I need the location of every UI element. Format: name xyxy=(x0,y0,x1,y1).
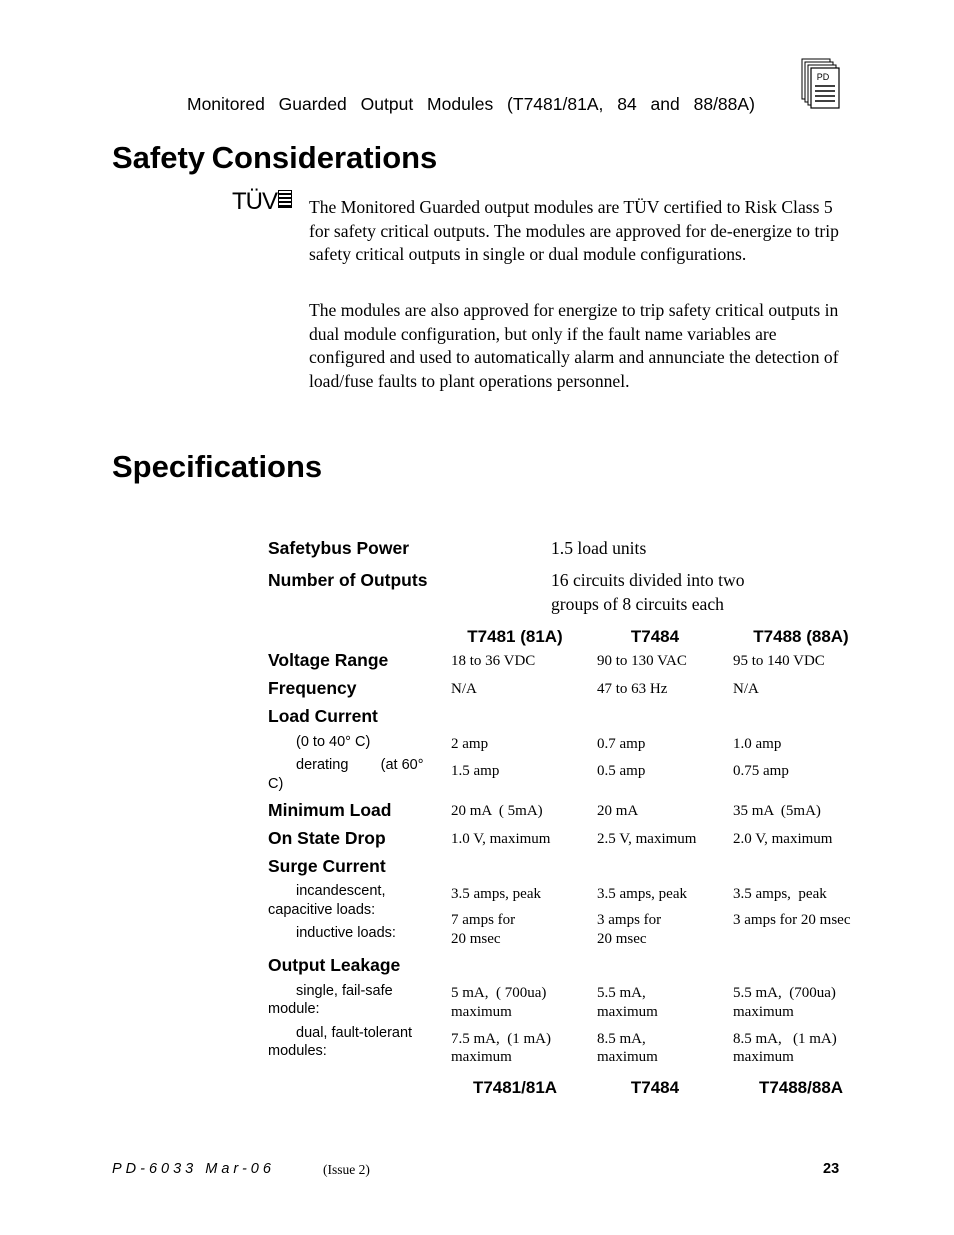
footer-issue: (Issue 2) xyxy=(323,1162,370,1177)
frequency-t7481: N/A xyxy=(451,681,477,697)
number-of-outputs-value-line1: 16 circuits divided into two xyxy=(551,570,745,590)
frequency-t7484: 47 to 63 Hz xyxy=(597,681,668,697)
leakage-sub2-t7484: 8.5 mA, xyxy=(597,1031,646,1047)
pd-document-stack-icon xyxy=(801,58,841,110)
specifications-heading: Specifications xyxy=(112,449,323,484)
leakage-sub1-t7488: 5.5 mA, (700ua) xyxy=(733,985,836,1001)
leakage-sub1-t7484: 5.5 mA, xyxy=(597,985,646,1001)
leakage-sub2-label-cont: modules: xyxy=(268,1043,327,1059)
leakage-sub1-t7481: 5 mA, ( 700ua) xyxy=(451,985,547,1001)
load-current-sub1-t7481: 2 amp xyxy=(451,736,489,752)
column-header-t7488: T7488 (88A) xyxy=(753,627,849,646)
load-current-sub2-label-cont: C) xyxy=(268,776,284,792)
leakage-sub2-t7481: 7.5 mA, (1 mA) xyxy=(451,1031,551,1047)
voltage-range-t7488: 95 to 140 VDC xyxy=(733,653,825,669)
minimum-load-label: Minimum Load xyxy=(268,800,392,820)
voltage-range-label: Voltage Range xyxy=(268,650,389,670)
tuv-mark-text: TÜV xyxy=(232,188,277,215)
column-header-t7484: T7484 xyxy=(630,627,680,646)
surge-sub1-t7484: 3.5 amps, peak xyxy=(597,886,687,902)
surge-sub2-label: inductive loads: xyxy=(296,925,396,941)
surge-sub2-t7481-cont: 20 msec xyxy=(451,931,501,947)
frequency-label: Frequency xyxy=(268,678,357,698)
on-state-drop-label: On State Drop xyxy=(268,828,386,848)
surge-sub2-t7488: 3 amps for 20 msec xyxy=(733,912,851,928)
load-current-label: Load Current xyxy=(268,706,378,726)
leakage-sub1-t7484-cont: maximum xyxy=(597,1004,658,1020)
voltage-range-t7481: 18 to 36 VDC xyxy=(451,653,536,669)
frequency-t7488: N/A xyxy=(733,681,759,697)
surge-sub1-t7481: 3.5 amps, peak xyxy=(451,886,541,902)
running-header-title: Monitored Guarded Output Modules (T7481/81A, 84 and 88/88A) xyxy=(187,94,755,114)
surge-sub2-t7484: 3 amps for xyxy=(597,912,662,928)
leakage-sub2-t7488-cont: maximum xyxy=(733,1049,794,1065)
surge-sub2-t7481: 7 amps for xyxy=(451,912,516,928)
minimum-load-t7481: 20 mA ( 5mA) xyxy=(451,803,543,819)
load-current-sub2-t7484: 0.5 amp xyxy=(597,763,646,779)
leakage-sub2-t7484-cont: maximum xyxy=(597,1049,658,1065)
leakage-sub1-label-cont: module: xyxy=(268,1001,320,1017)
tuv-mark-icon xyxy=(278,190,292,208)
footer-column-t7484: T7484 xyxy=(630,1078,680,1097)
on-state-drop-t7488: 2.0 V, maximum xyxy=(733,831,833,847)
safety-paragraph-1: The Monitored Guarded output modules are TÜV certified to Risk Class 5 for safety critical outputs. The modules are approved for de-energize to trip safety critical outputs in single or dual module configurations. xyxy=(309,197,839,265)
output-leakage-label: Output Leakage xyxy=(268,955,401,975)
on-state-drop-t7484: 2.5 V, maximum xyxy=(597,831,697,847)
load-current-sub1-label: (0 to 40° C) xyxy=(296,734,371,750)
page-number: 23 xyxy=(823,1161,840,1177)
leakage-sub2-t7481-cont: maximum xyxy=(451,1049,512,1065)
footer-doc-id: PD-6033 Mar-06 xyxy=(112,1161,275,1177)
number-of-outputs-value-line2: groups of 8 circuits each xyxy=(551,594,724,614)
leakage-sub2-label: dual, fault-tolerant xyxy=(296,1025,413,1041)
voltage-range-t7484: 90 to 130 VAC xyxy=(597,653,687,669)
load-current-sub2-label: derating (at 60° xyxy=(296,757,424,773)
pd-icon-label: PD xyxy=(816,72,830,82)
number-of-outputs-label: Number of Outputs xyxy=(268,570,428,590)
surge-current-label: Surge Current xyxy=(268,856,386,876)
surge-sub2-t7484-cont: 20 msec xyxy=(597,931,647,947)
column-header-t7481: T7481 (81A) xyxy=(467,627,563,646)
on-state-drop-t7481: 1.0 V, maximum xyxy=(451,831,551,847)
minimum-load-t7484: 20 mA xyxy=(597,803,639,819)
safetybus-power-value: 1.5 load units xyxy=(551,538,647,558)
surge-sub1-label: incandescent, xyxy=(296,883,386,899)
leakage-sub1-t7488-cont: maximum xyxy=(733,1004,794,1020)
tuv-certification-mark xyxy=(232,188,292,216)
footer-column-t7488: T7488/88A xyxy=(758,1078,844,1097)
surge-sub1-t7488: 3.5 amps, peak xyxy=(733,886,827,902)
safety-paragraph-2: The modules are also approved for energize to trip safety critical outputs in dual module configuration, but only if the fault name variables are configured and used to automatically alarm and annunciate the detection of load/fuse faults to plant operations personnel. xyxy=(309,300,839,391)
footer-column-t7481: T7481/81A xyxy=(472,1078,558,1097)
load-current-sub2-t7481: 1.5 amp xyxy=(451,763,500,779)
load-current-sub2-t7488: 0.75 amp xyxy=(733,763,789,779)
load-current-sub1-t7484: 0.7 amp xyxy=(597,736,646,752)
load-current-sub1-t7488: 1.0 amp xyxy=(733,736,782,752)
leakage-sub1-label: single, fail-safe xyxy=(296,983,393,999)
leakage-sub1-t7481-cont: maximum xyxy=(451,1004,512,1020)
leakage-sub2-t7488: 8.5 mA, (1 mA) xyxy=(733,1031,837,1047)
safetybus-power-label: Safetybus Power xyxy=(268,538,410,558)
safety-heading: Safety Considerations xyxy=(112,140,438,175)
minimum-load-t7488: 35 mA (5mA) xyxy=(733,803,821,819)
surge-sub1-label-cont: capacitive loads: xyxy=(268,902,376,918)
